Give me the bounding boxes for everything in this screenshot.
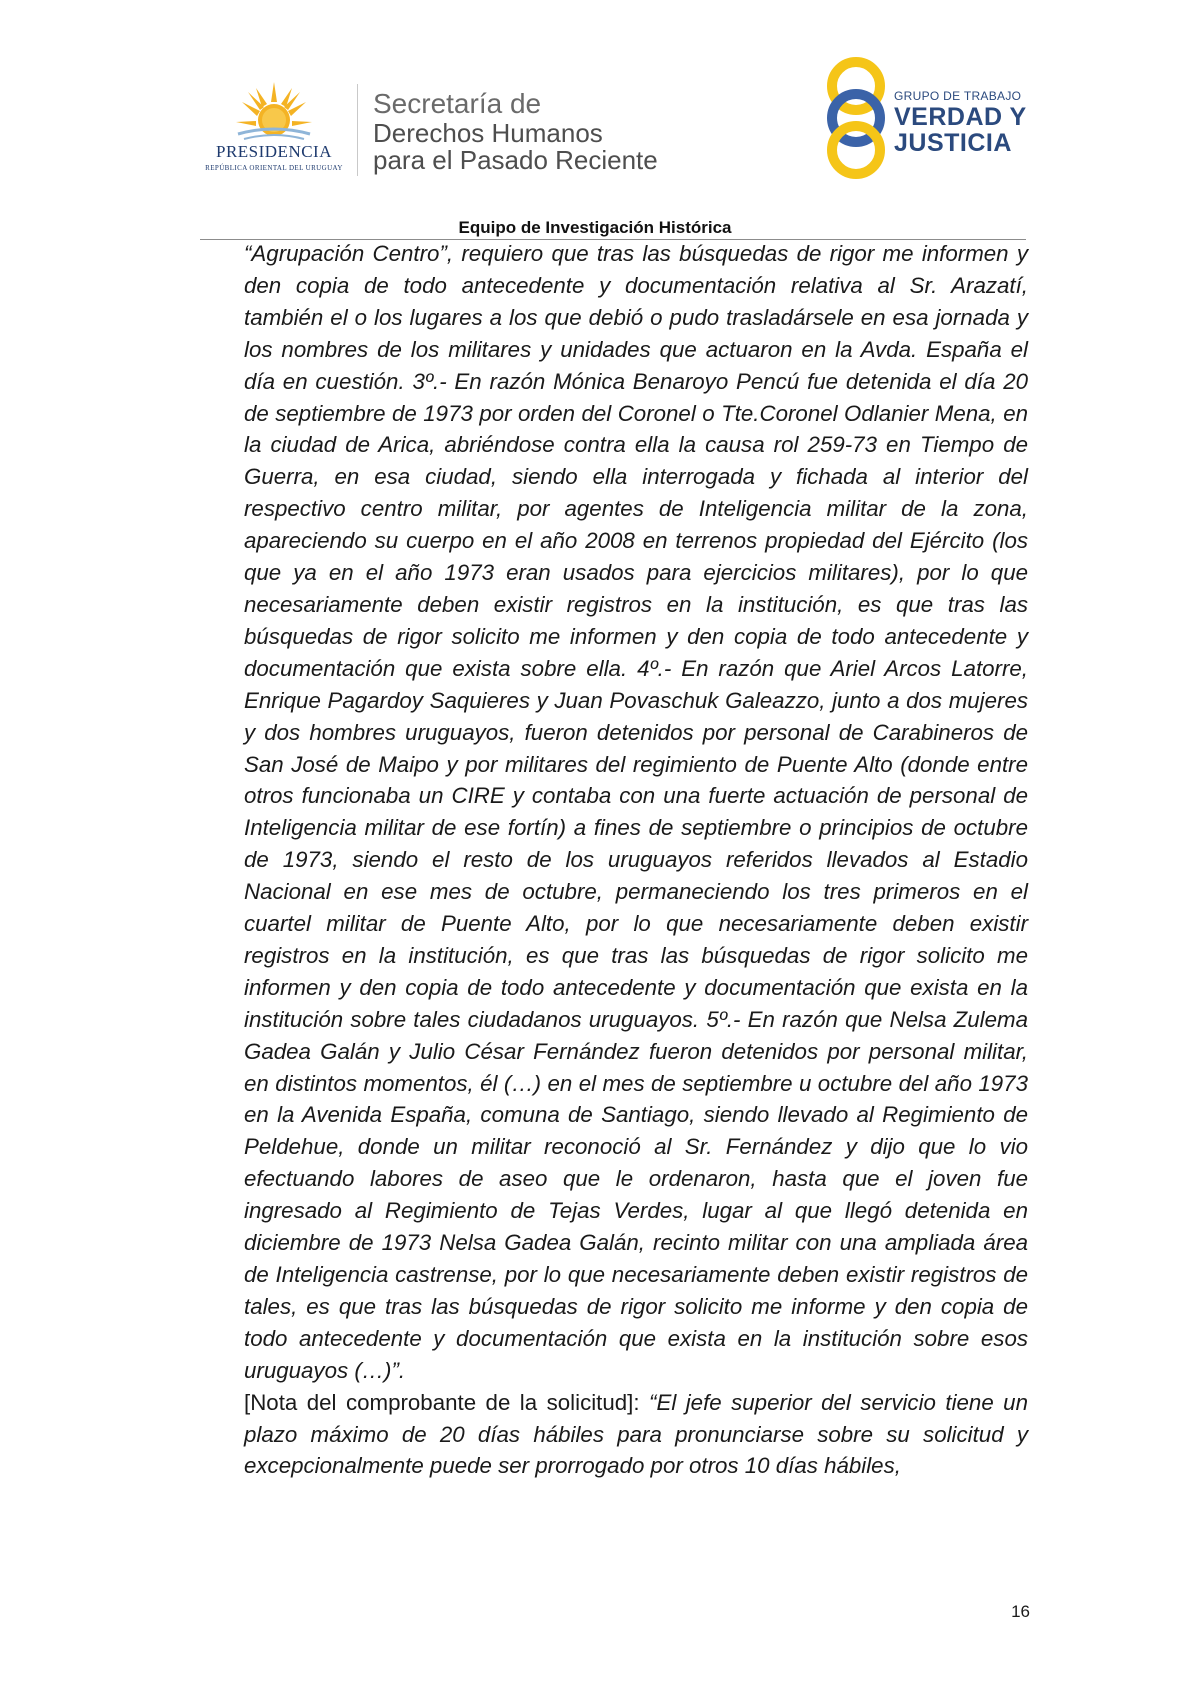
quoted-request-paragraph: “Agrupación Centro”, requiero que tras las búsquedas de rigor me informen y den copia de todo antecedente y documentación relativa al Sr. Arazatí, también el o los lugares a los que debió o pudo trasladársele en esa jornada y los nombres de los militares y unidades que actuaron en la Avda. España el día en cuestión. 3º.- En razón Mónica Benaroyo Pencú fue detenida el día 20 de septiembre de 1973 por orden del Coronel o Tte.Coronel Odlanier Mena, en la ciudad de Arica, abriéndose contra ella la causa rol 259-73 en Tiempo de Guerra, en esa ciudad, siendo ella interrogada y fichada al interior del respectivo centro militar, por agentes de Inteligencia militar de la zona, apareciendo su cuerpo en el año 2008 en terrenos propiedad del Ejército (los que ya en el año 1973 eran usados para ejercicios militares), por lo que necesariamente deben existir registros en la institución, es que tras las búsquedas de rigor solicito me informen y den copia de todo antecedente y documentación que exista sobre ella. 4º.- En razón que Ariel Arcos Latorre, Enrique Pagardoy Saquieres y Juan Povaschuk Galeazzo, junto a dos mujeres y dos hombres uruguayos, fueron detenidos por personal de Carabineros de San José de Maipo y por militares del regimiento de Puente Alto (donde entre otros funcionaba un CIRE y contaba con una fuerte actuación de personal de Inteligencia militar de ese fortín) a fines de septiembre o principios de octubre de 1973, siendo el resto de los uruguayos referidos llevados al Estadio Nacional en ese mes de octubre, permaneciendo los tres primeros en el cuartel militar de Puente Alto, por lo que necesariamente deben existir registros en la institución, es que tras las búsquedas de rigor solicito me informen y den copia de todo antecedente y documentación que exista en la institución sobre tales ciudadanos uruguayos. 5º.- En razón que Nelsa Zulema Gadea Galán y Julio César Fernández fueron detenidos por personal militar, en distintos momentos, él (…) en el mes de septiembre u octubre del año 1973 en la Avenida España, comuna de Santiago, siendo llevado al Regimiento de Peldehue, donde un militar reconoció al Sr. Fernández y dijo que lo vio efectuando labores de aseo que le ordenaron, hasta que el joven fue ingresado al Regimiento de Tejas Verdes, lugar al que llegó detenida en diciembre de 1973 Nelsa Gadea Galán, recinto militar con una ampliada área de Inteligencia castrense, por lo que necesariamente deben existir registros de tales, es que tras las búsquedas de rigor solicito me informe y den copia de todo antecedente y documentación que exista en la institución sobre esos uruguayos (…)”. bbox=[244, 241, 1028, 1383]
page-number: 16 bbox=[1011, 1602, 1030, 1621]
grupo-trabajo-logo bbox=[820, 56, 1040, 181]
note-paragraph bbox=[244, 1387, 1028, 1483]
rings-icon bbox=[820, 56, 892, 181]
secretaria-line-1: Secretaría de bbox=[373, 88, 542, 119]
sun-icon bbox=[234, 80, 314, 142]
grupo-line-2: VERDAD Y bbox=[894, 103, 1027, 131]
team-title: Equipo de Investigación Histórica bbox=[458, 218, 732, 237]
document-body bbox=[244, 238, 1028, 1482]
page-header bbox=[0, 0, 1190, 250]
presidencia-name: PRESIDENCIA bbox=[215, 142, 332, 161]
secretaria-line-2: Derechos Humanos bbox=[373, 118, 603, 148]
presidencia-subtitle: REPÚBLICA ORIENTAL DEL URUGUAY bbox=[205, 164, 343, 172]
secretaria-line-3: para el Pasado Reciente bbox=[373, 145, 658, 175]
presidencia-logo bbox=[196, 80, 352, 180]
note-quote: “El jefe superior del servicio tiene un plazo máximo de 20 días hábiles para pronunciarse sobre su solicitud y excepcionalmente puede ser prorrogado por otros 10 días hábiles, bbox=[244, 1389, 1028, 1479]
secretaria-logo-text bbox=[373, 88, 658, 174]
grupo-line-3: JUSTICIA bbox=[894, 129, 1012, 157]
header-divider bbox=[357, 84, 358, 176]
grupo-line-1: GRUPO DE TRABAJO bbox=[894, 89, 1022, 103]
note-label: [Nota del comprobante de la solicitud]: bbox=[244, 1389, 650, 1415]
